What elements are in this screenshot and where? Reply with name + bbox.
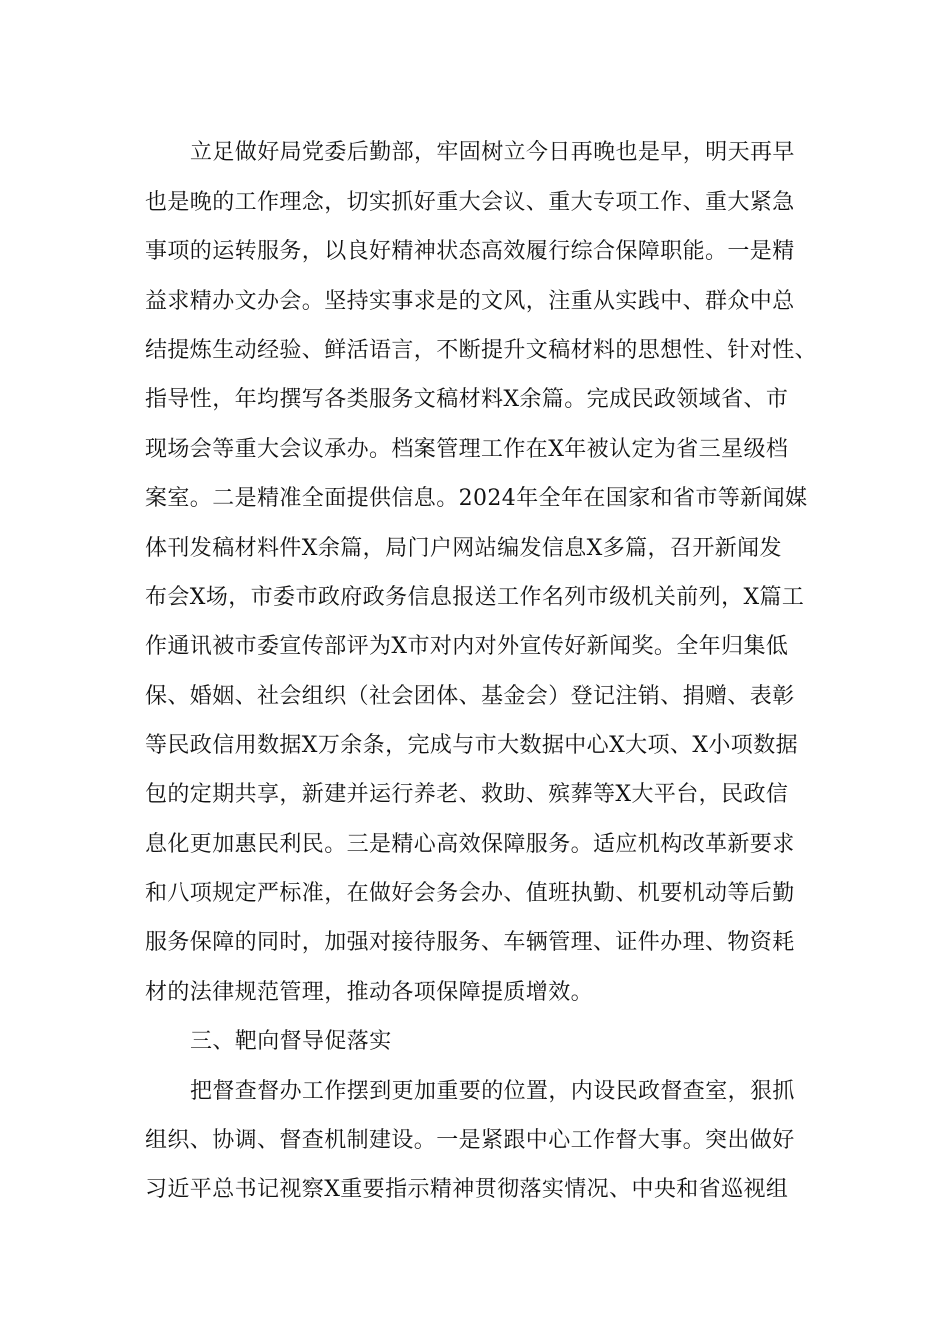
paragraph-line: 习近平总书记视察X重要指示精神贯彻落实情况、中央和省巡视组 [145,1177,789,1202]
section-heading: 三、靶向督导促落实 [190,1029,392,1054]
paragraph-line: 作通讯被市委宣传部评为X市对内对外宣传好新闻奖。全年归集低 [145,634,789,659]
paragraph-line: 现场会等重大会议承办。档案管理工作在X年被认定为省三星级档 [145,437,789,462]
paragraph-line: 益求精办文办会。坚持实事求是的文风，注重从实践中、群众中总 [145,289,795,314]
paragraph-line: 体刊发稿材料件X余篇，局门户网站编发信息X多篇，召开新闻发 [145,536,782,561]
paragraph-line: 布会X场，市委市政府政务信息报送工作名列市级机关前列，X篇工 [145,585,805,610]
paragraph-line: 把督查督办工作摆到更加重要的位置，内设民政督查室，狠抓 [190,1079,795,1104]
paragraph-line: 结提炼生动经验、鲜活语言，不断提升文稿材料的思想性、针对性、 [145,338,818,363]
paragraph-line: 材的法律规范管理，推动各项保障提质增效。 [145,980,594,1005]
paragraph-line: 也是晚的工作理念，切实抓好重大会议、重大专项工作、重大紧急 [145,190,795,215]
paragraph-line: 等民政信用数据X万余条，完成与市大数据中心X大项、X小项数据 [145,733,798,758]
paragraph-line: 指导性，年均撰写各类服务文稿材料X余篇。完成民政领域省、市 [145,387,789,412]
paragraph-line: 息化更加惠民利民。三是精心高效保障服务。适应机构改革新要求 [145,832,795,857]
paragraph-line: 组织、协调、督查机制建设。一是紧跟中心工作督大事。突出做好 [145,1128,795,1153]
paragraph-line: 事项的运转服务，以良好精神状态高效履行综合保障职能。一是精 [145,239,795,264]
paragraph-line: 包的定期共享，新建并运行养老、救助、殡葬等X大平台，民政信 [145,782,789,807]
paragraph-line: 服务保障的同时，加强对接待服务、车辆管理、证件办理、物资耗 [145,930,795,955]
paragraph-line: 立足做好局党委后勤部，牢固树立今日再晚也是早，明天再早 [190,140,795,165]
paragraph-line: 和八项规定严标准，在做好会务会办、值班执勤、机要机动等后勤 [145,881,795,906]
paragraph-line: 案室。二是精准全面提供信息。2024年全年在国家和省市等新闻媒 [145,486,808,511]
paragraph-line: 保、婚姻、社会组织（社会团体、基金会）登记注销、捐赠、表彰 [145,684,795,709]
